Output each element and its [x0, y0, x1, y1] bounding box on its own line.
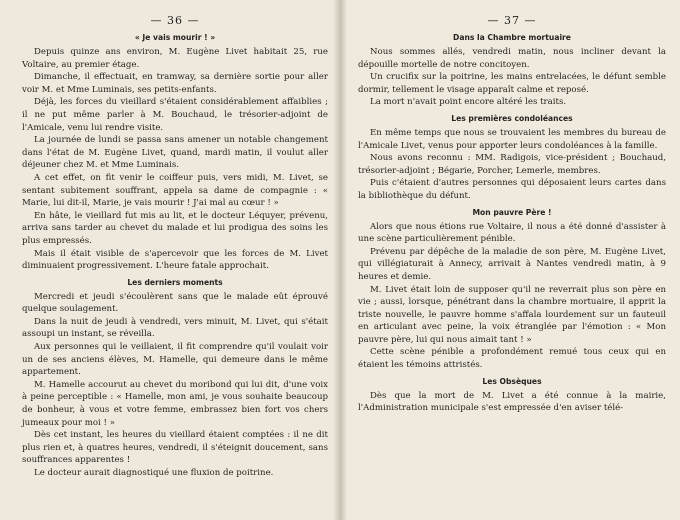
paragraph: M. Livet était loin de supposer qu'il ne reverrait plus son père en vie ; aussi, lorsque, pénétrant dans la chambre mortuaire, il apprit la triste nouvelle, le pauvre homme s'affala lourdement sur un fauteuil en articulant avec peine, la voix étranglée par l'émotion : « Mon pauvre père, lui qui nous aimait tant ! » — [358, 284, 666, 345]
paragraph: Puis c'étaient d'autres personnes qui déposaient leurs cartes dans la bibliothèque du défunt. — [358, 178, 666, 201]
paragraph: Mais il était visible de s'apercevoir que les forces de M. Livet diminuaient progressivement. L'heure fatale approchait. — [22, 248, 328, 272]
paragraph: En hâte, le vieillard fut mis au lit, et le docteur Léquyer, prévenu, arriva sans tarder au chevet du malade et lui prodigua des soins les plus empressés. — [22, 210, 328, 246]
paragraph: Prévenu par dépêche de la maladie de son père, M. Eugène Livet, qui villégiaturait à Annecy, arrivait à Nantes vendredi matin, à 9 heures et demie. — [358, 246, 666, 282]
paragraph: Depuis quinze ans environ, M. Eugène Livet habitait 25, rue Voltaire, au premier étage. — [22, 47, 328, 70]
paragraph: Dès cet instant, les heures du vieillard étaient comptées : il ne dit plus rien et, à quatres heures, vendredi, il s'éteignit doucement, sans souffrances apparentes ! — [22, 430, 328, 466]
paragraph: Dimanche, il effectuait, en tramway, sa dernière sortie pour aller voir M. et Mme Luminais, ses petits-enfants. — [22, 72, 328, 95]
section-heading: « Je vais mourir ! » — [134, 33, 216, 42]
section-heading: Les derniers moments — [127, 277, 223, 287]
paragraph: La mort n'avait point encore altéré les traits. — [370, 97, 567, 108]
paragraph: A cet effet, on fit venir le coiffeur puis, vers midi, M. Livet, se sentant subitement souffrant, appela sa dame de compagnie : « Marie, lui dit-il, Marie, je vais mourir ! J'ai mal au cœur ! » — [22, 172, 328, 209]
page-number: — 37 — — [487, 14, 537, 27]
book-gutter — [333, 0, 347, 520]
paragraph: Cette scène pénible a profondément remué tous ceux qui en étaient les témoins attristés. — [358, 347, 666, 371]
paragraph: Nous avons reconnu : MM. Radigois, vice-président ; Bouchaud, trésorier-adjoint ; Bégarie, Porcher, Lemerle, membres. — [358, 153, 666, 176]
page-number: — 36 — — [150, 14, 200, 27]
right-page — [340, 0, 680, 520]
paragraph: La journée de lundi se passa sans amener un notable changement dans l'état de M. Eugène Livet, quand, mardi matin, il voulut aller déjeuner chez M. et Mme Luminais. — [22, 135, 328, 171]
paragraph: En même temps que nous se trouvaient les membres du bureau de l'Amicale Livet, venus pour apporter leurs condoléances à la famille. — [358, 127, 666, 151]
section-heading: Les premières condoléances — [451, 113, 573, 123]
paragraph: Déjà, les forces du vieillard s'étaient considérablement affaiblies ; il ne put même parler à M. Bouchaud, le trésorier-adjoint de l'Amicale, venu lui rendre visite. — [22, 97, 328, 133]
paragraph: Alors que nous étions rue Voltaire, il nous a été donné d'assister à une scène particulièrement pénible. — [358, 221, 666, 245]
paragraph: Nous sommes allés, vendredi matin, nous incliner devant la dépouille mortelle de notre concitoyen. — [358, 47, 666, 70]
paragraph: Dès que la mort de M. Livet a été connue à la mairie, l'Administration municipale s'est empressée d'en aviser télé- — [358, 390, 666, 414]
paragraph: Un crucifix sur la poitrine, les mains entrelacées, le défunt semble dormir, tellement le visage apparaît calme et reposé. — [358, 72, 666, 95]
section-heading: Les Obsèques — [482, 376, 542, 386]
paragraph: Aux personnes qui le veillaient, il fit comprendre qu'il voulait voir un de ses anciens élèves, M. Hamelle, qui demeure dans le même appartement. — [22, 342, 328, 378]
paragraph: Dans la nuit de jeudi à vendredi, vers minuit, M. Livet, qui s'était assoupi un instant, se réveilla. — [22, 316, 328, 340]
section-heading: Mon pauvre Père ! — [472, 207, 552, 217]
paragraph: M. Hamelle accourut au chevet du moribond qui lui dit, d'une voix à peine perceptible : « Hamelle, mon ami, je vous souhaite beaucoup de bonheur, à vous et votre femme, embrassez bien fort vos chers jumeaux pour moi ! » — [22, 379, 328, 428]
section-heading: Dans la Chambre mortuaire — [453, 33, 571, 42]
paragraph: Le docteur aurait diagnostiqué une fluxion de poitrine. — [34, 468, 274, 478]
paragraph: Mercredi et jeudi s'écoulèrent sans que le malade eût éprouvé quelque soulagement. — [22, 291, 328, 315]
